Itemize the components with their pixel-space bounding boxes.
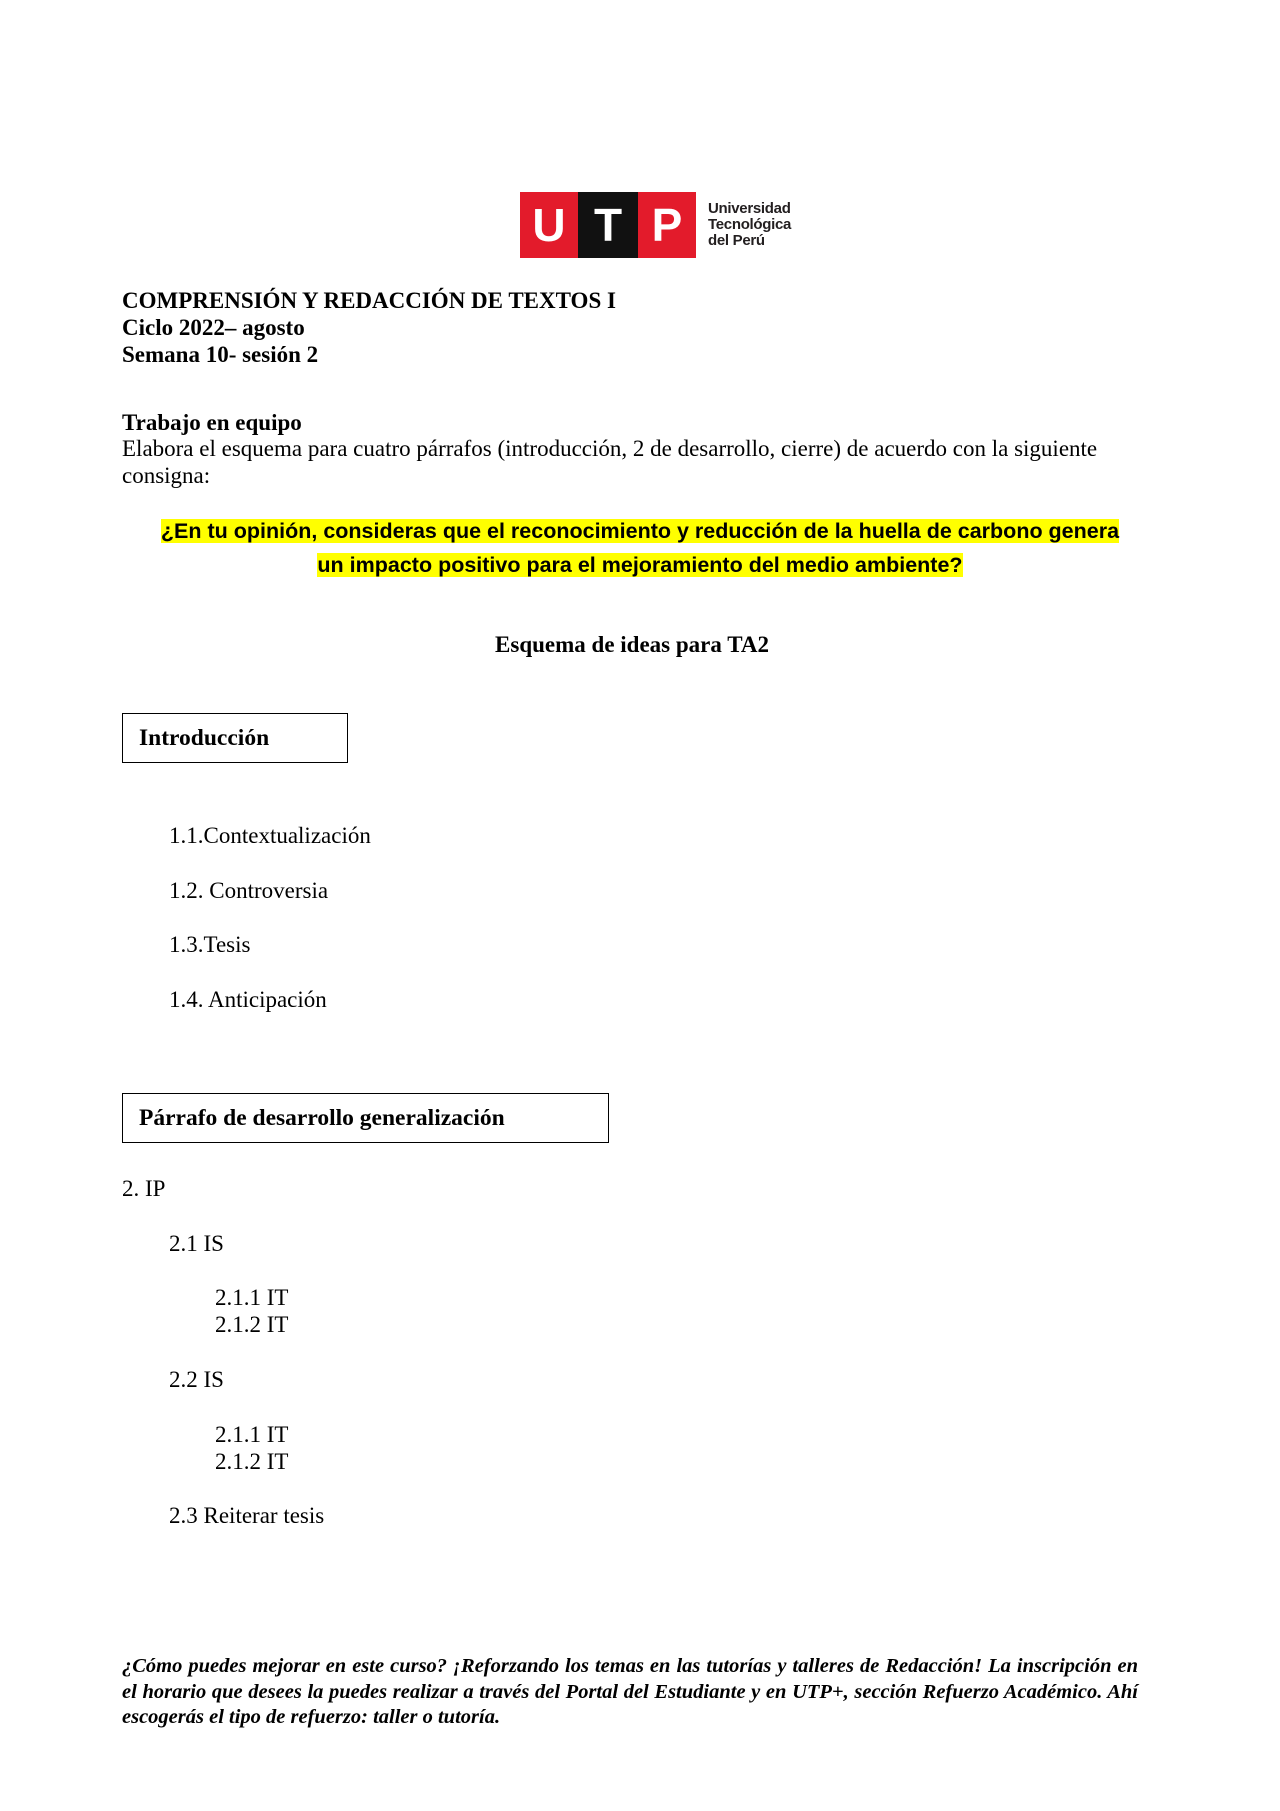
task-title: Trabajo en equipo xyxy=(122,410,302,435)
dev-tertiary-idea: 2.1.2 IT xyxy=(215,1449,289,1474)
intro-box xyxy=(122,713,348,763)
logo-letter-u: U xyxy=(520,192,578,258)
development-label: Párrafo de desarrollo generalización xyxy=(139,1104,505,1131)
dev-tertiary-idea: 2.1.2 IT xyxy=(215,1312,289,1337)
utp-logo-mark xyxy=(520,192,696,258)
logo-wordmark xyxy=(708,201,791,249)
scheme-title: Esquema de ideas para TA2 xyxy=(495,632,769,657)
intro-item: 1.2. Controversia xyxy=(169,878,329,903)
course-cycle: Ciclo 2022– agosto xyxy=(122,315,305,340)
task-instructions: Elabora el esquema para cuatro párrafos (introducción, 2 de desarrollo, cierre) de acuerdo con la siguiente consigna: xyxy=(122,436,1098,488)
question-highlight: un impacto positivo para el mejoramiento del medio ambiente? xyxy=(317,553,963,577)
logo-text-line: del Perú xyxy=(708,232,765,249)
logo-text-line: Universidad xyxy=(708,200,791,217)
logo-text-line: Tecnológica xyxy=(708,216,792,233)
task-question-line-1 xyxy=(0,514,1280,548)
utp-logo xyxy=(520,192,791,258)
dev-main-idea: 2. IP xyxy=(122,1176,166,1201)
intro-item: 1.3.Tesis xyxy=(169,932,251,957)
logo-letter-p: P xyxy=(638,192,696,258)
dev-closing: 2.3 Reiterar tesis xyxy=(169,1503,325,1528)
dev-secondary-idea: 2.2 IS xyxy=(169,1367,224,1392)
dev-secondary-idea: 2.1 IS xyxy=(169,1231,224,1256)
footer-note: ¿Cómo puedes mejorar en este curso? ¡Reforzando los temas en las tutorías y talleres de Redacción! La inscripción en el horario que desees la puedes realizar a través del Portal del Estudiante y en UTP+, sección Refuerzo Académico. Ahí escogerás el tipo de refuerzo: taller o tutoría. xyxy=(122,1655,1138,1728)
course-session: Semana 10- sesión 2 xyxy=(122,342,319,367)
intro-item: 1.4. Anticipación xyxy=(169,987,327,1012)
course-title: COMPRENSIÓN Y REDACCIÓN DE TEXTOS I xyxy=(122,288,616,313)
intro-label: Introducción xyxy=(139,724,270,751)
dev-tertiary-idea: 2.1.1 IT xyxy=(215,1285,289,1310)
development-box xyxy=(122,1093,609,1143)
dev-tertiary-idea: 2.1.1 IT xyxy=(215,1422,289,1447)
intro-item: 1.1.Contextualización xyxy=(169,823,371,848)
task-question-line-2 xyxy=(0,548,1280,582)
question-highlight: ¿En tu opinión, consideras que el reconocimiento y reducción de la huella de carbono genera xyxy=(160,519,1120,543)
logo-letter-t: T xyxy=(578,192,638,258)
